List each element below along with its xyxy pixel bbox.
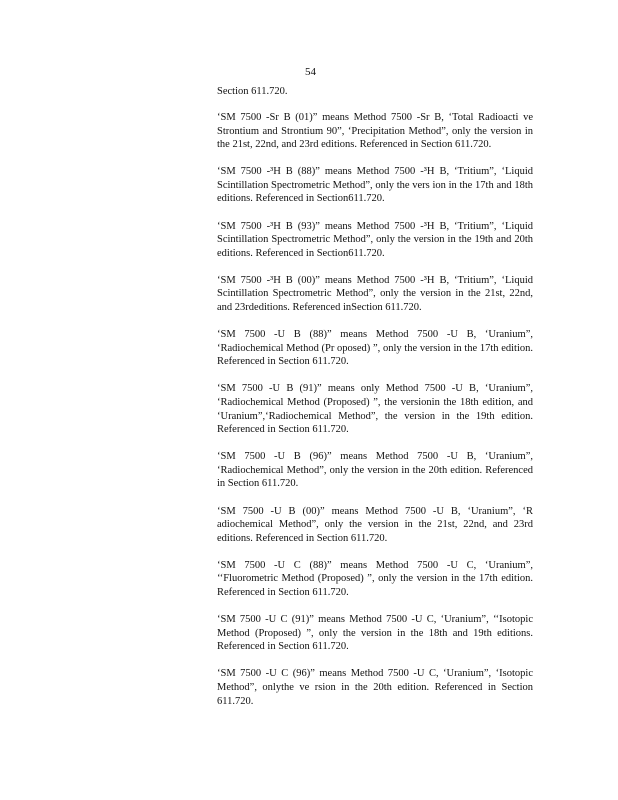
definition-entry: ‘SM 7500 -U B (91)” means only Method 7500 -U B, ‘Uranium”, ‘Radiochemical Method (Proposed) ”, the versionin the 18th edition, and ‘Uranium”,‘Radiochemical Method”, the version in the 19th edition. Referenced in Section 611.720. xyxy=(217,383,533,436)
definitions-list xyxy=(217,111,533,722)
definition-entry: ‘SM 7500 -³H B (00)” means Method 7500 -³H B, ‘Tritium”, ‘Liquid Scintillation Spectrometric Method”, only the version in the 21st, 22nd, and 23rdeditions. Referenced inSection 611.720. xyxy=(217,274,533,314)
definition-entry: ‘SM 7500 -Sr B (01)” means Method 7500 -Sr B, ‘Total Radioacti ve Strontium and Strontium 90”, ‘Precipitation Method”, only the version in the 21st, 22nd, and 23rd editions. Referenced in Section 611.720. xyxy=(217,112,533,151)
continued-line: Section 611.720. xyxy=(217,86,288,97)
definition-entry: ‘SM 7500 -U C (96)” means Method 7500 -U C, ‘Uranium”, ‘Isotopic Method”, onlythe ve rsion in the 20th edition. Referenced in Section 611.720. xyxy=(217,668,533,707)
definition-entry: ‘SM 7500 -³H B (93)” means Method 7500 -³H B, ‘Tritium”, ‘Liquid Scintillation Spectrometric Method”, only the version in the 19th and 20th editions. Referenced in Section611.720. xyxy=(217,220,533,259)
definition-entry: ‘SM 7500 -U B (88)” means Method 7500 -U B, ‘Uranium”, ‘Radiochemical Method (Pr oposed) ”, only the version in the 17th edition. Referenced in Section 611.720. xyxy=(217,329,533,368)
definition-entry: ‘SM 7500 -U B (00)” means Method 7500 -U B, ‘Uranium”, ‘R adiochemical Method”, only the version in the 21st, 22nd, and 23rd editions. Referenced in Section 611.720. xyxy=(217,505,533,544)
definition-entry: ‘SM 7500 -U B (96)” means Method 7500 -U B, ‘Uranium”, ‘Radiochemical Method”, only the version in the 20th edition. Referenced in Section 611.720. xyxy=(217,451,533,490)
definition-entry: ‘SM 7500 -U C (91)” means Method 7500 -U C, ‘Uranium”, ‘‘Isotopic Method (Proposed) ”, only the version in the 18th and 19th editions. Referenced in Section 611.720. xyxy=(217,614,533,653)
definition-entry: ‘SM 7500 -U C (88)” means Method 7500 -U C, ‘Uranium”, ‘‘Fluorometric Method (Proposed) ”, only the version in the 17th edition. Referenced in Section 611.720. xyxy=(217,559,533,599)
definition-entry: ‘SM 7500 -³H B (88)” means Method 7500 -³H B, ‘Tritium”, ‘Liquid Scintillation Spectrometric Method”, only the vers ion in the 17th and 18th editions. Referenced in Section611.720. xyxy=(217,166,533,205)
page-number: 54 xyxy=(305,66,316,78)
